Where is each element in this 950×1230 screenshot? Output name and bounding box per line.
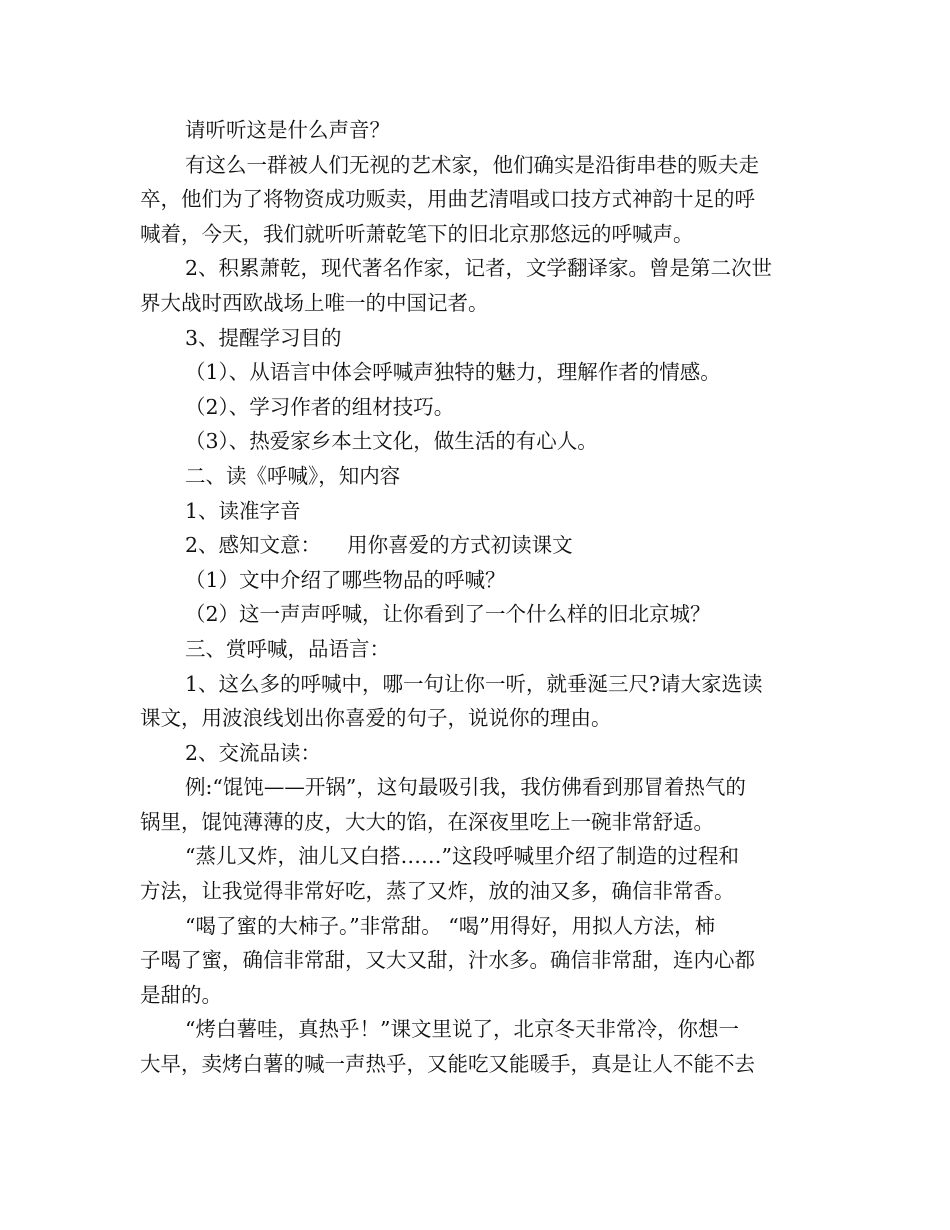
paragraph-line: 例:“馄饨——开锅”，这句最吸引我，我仿佛看到那冒着热气的 [185,775,746,800]
paragraph-line: 锅里，馄饨薄薄的皮，大大的馅，在深夜里吃上一碗非常舒适。 [140,809,714,834]
paragraph-line: 卒，他们为了将物资成功贩卖，用曲艺清唱或口技方式神韵十足的呼 [140,187,755,212]
list-item: （1）、从语言中体会呼喊声独特的魅力，理解作者的情感。 [185,360,721,385]
paragraph-line: “烤白薯哇，真热乎！”课文里说了，北京冬天非常冷，你想一 [185,1017,739,1042]
list-item: （1）文中介绍了哪些物品的呼喊？ [185,567,506,592]
paragraph-line: 1、这么多的呼喊中，哪一句让你一听，就垂涎三尺?请大家选读 [185,671,763,696]
list-item: （2）、学习作者的组材技巧。 [185,394,455,419]
paragraph-line: 大早，卖烤白薯的喊一声热乎，又能吃又能暖手，真是让人不能不去 [140,1052,755,1077]
document-body [140,113,812,1082]
paragraph-line: “喝了蜜的大柿子。”非常甜。 “喝”用得好，用拟人方法，柿 [185,913,716,938]
paragraph-line: 请听听这是什么声音？ [185,118,390,142]
paragraph-line: 有这么一群被人们无视的艺术家，他们确实是沿街串巷的贩夫走 [185,152,759,177]
paragraph-line: 方法，让我觉得非常好吃，蒸了又炸，放的油又多，确信非常香。 [140,879,735,904]
paragraph-line: 喊着，今天，我们就听听萧乾笔下的旧北京那悠远的呼喊声。 [140,221,694,246]
paragraph-line: “蒸儿又炸，油儿又白搭……”这段呼喊里介绍了制造的过程和 [185,844,739,869]
list-item: （3）、热爱家乡本土文化，做生活的有心人。 [185,429,598,454]
paragraph-line: 2、感知文意： 用你喜爱的方式初读课文 [185,533,573,558]
paragraph-line: 2、积累萧乾，现代著名作家，记者，文学翻译家。曾是第二次世 [185,256,773,281]
paragraph-line: 1、读准字音 [185,498,301,523]
paragraph-line: 界大战时西欧战场上唯一的中国记者。 [140,290,489,315]
paragraph-line: 是甜的。 [140,982,222,1007]
paragraph-line: 课文，用波浪线划出你喜爱的句子，说说你的理由。 [140,706,612,731]
section-heading: 3、提醒学习目的 [185,325,342,350]
paragraph-line: 2、交流品读： [185,740,322,765]
paragraph-line: 子喝了蜜，确信非常甜，又大又甜，汁水多。确信非常甜，连内心都 [140,948,755,973]
list-item: （2）这一声声呼喊，让你看到了一个什么样的旧北京城？ [185,602,711,627]
section-heading: 二、读《呼喊》，知内容 [185,463,401,488]
section-heading: 三、赏呼喊，品语言： [185,636,390,661]
